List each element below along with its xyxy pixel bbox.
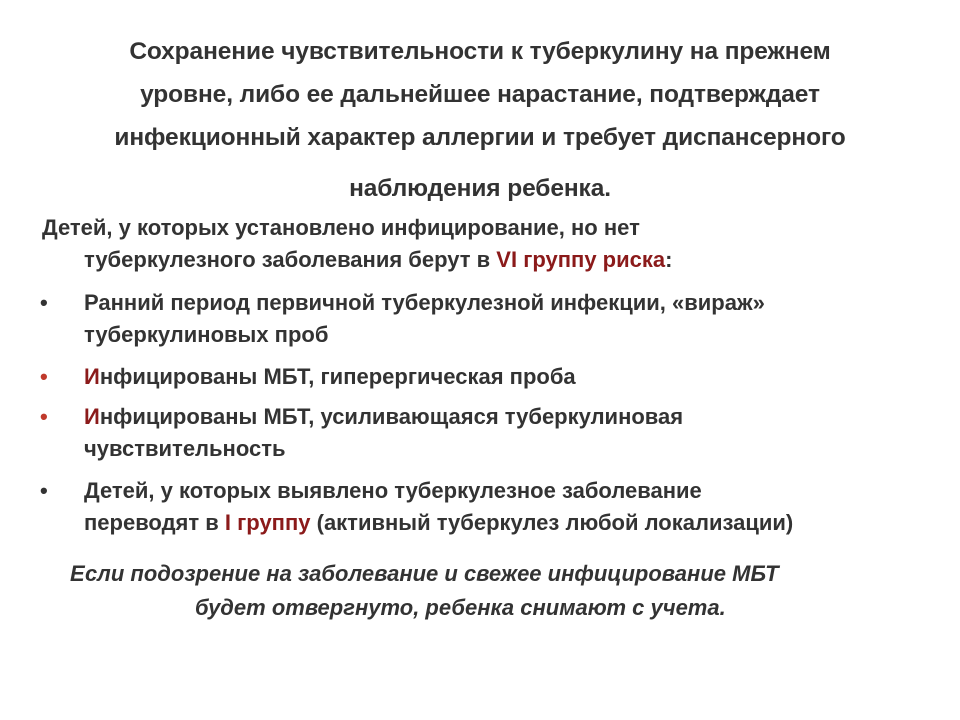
footer-line-1: Если подозрение на заболевание и свежее инфицирование МБТ [70,561,779,586]
bullet-text-line-1: нфицированы МБТ, гиперергическая проба [99,364,576,389]
intro-line-2 [42,244,912,276]
group-one-highlight: I группу [224,510,311,535]
bullet-text-line-2: туберкулиновых проб [84,322,329,347]
title-line-1: Сохранение чувствительности к туберкулину на прежнем [129,38,831,65]
bullet-marker: • [40,478,48,503]
bullet-marker: • [40,364,48,389]
intro-line-2-text: туберкулезного заболевания берут в [84,247,497,272]
bullet-text-line-2: чувствительность [84,436,286,461]
bullet-first-letter: И [84,404,100,429]
bullet-marker: • [40,404,48,429]
risk-group-highlight: VI группу риска [496,247,666,272]
intro-line-2-end: : [665,247,673,272]
footer-line-2: будет отвергнуто, ребенка снимают с учета. [195,595,726,620]
bullet-list [40,287,920,539]
footer-note [60,557,900,625]
list-item [40,361,920,393]
bullet-text-line-1: нфицированы МБТ, усиливающаяся туберкулиновая [99,404,684,429]
title-line-4: наблюдения ребенка. [349,175,611,202]
bullet-first-letter: И [84,364,100,389]
bullet-text-line-2-end: (активный туберкулез любой локализации) [310,510,794,535]
title-line-2: уровне, либо ее дальнейшее нарастание, подтверждает [140,81,820,108]
intro-line-1: Детей, у которых установлено инфицирование, но нет [42,215,640,240]
intro-paragraph [42,212,912,276]
bullet-marker: • [40,290,48,315]
bullet-text-line-1: Ранний период первичной туберкулезной инфекции, «вираж» [84,290,765,315]
slide-title [55,30,905,210]
title-line-3: инфекционный характер аллергии и требует диспансерного [114,124,846,151]
bullet-text-line-1: Детей, у которых выявлено туберкулезное заболевание [84,478,702,503]
list-item [40,287,920,351]
list-item [40,401,920,465]
list-item [40,475,920,539]
bullet-text-line-2: переводят в [84,510,225,535]
